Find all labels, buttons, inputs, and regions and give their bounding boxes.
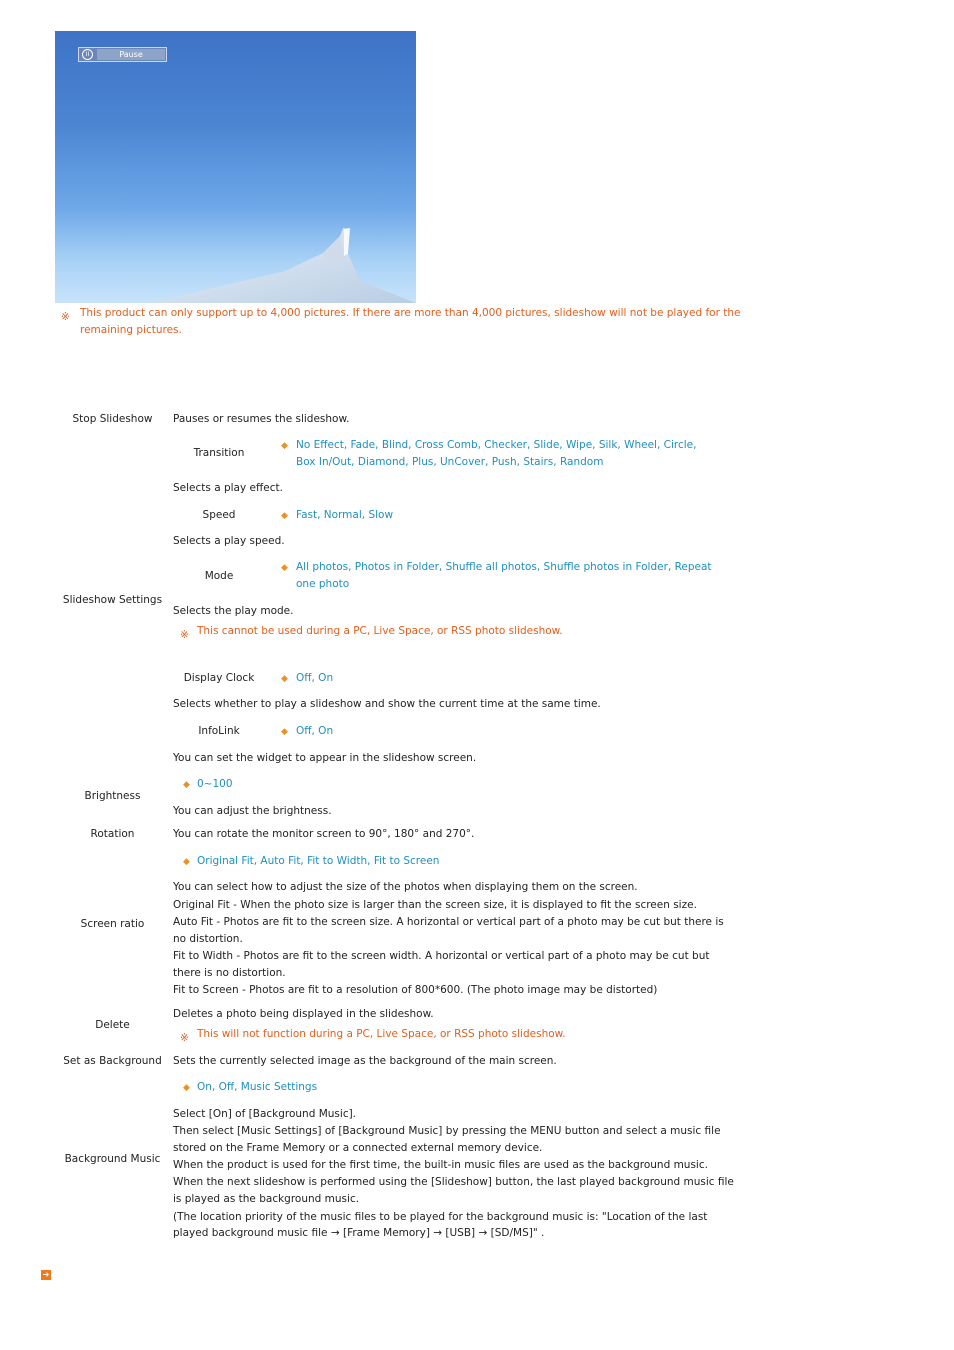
desc-background-music-3: stored on the Frame Memory or a connected external memory device. bbox=[173, 1142, 543, 1154]
desc-screen-ratio-1: You can select how to adjust the size of the photos when displaying them on the screen. bbox=[173, 881, 638, 893]
top-note-line1: This product can only support up to 4,000 pictures. If there are more than 4,000 pictures, slideshow will not be played for the bbox=[80, 307, 741, 319]
opt-transition-2: Box In/Out, Diamond, Plus, UnCover, Push, Stairs, Random bbox=[296, 456, 604, 468]
opt-screen-ratio: Original Fit, Auto Fit, Fit to Width, Fit to Screen bbox=[197, 855, 440, 867]
desc-stop-slideshow: Pauses or resumes the slideshow. bbox=[173, 413, 350, 425]
note-icon: ※ bbox=[61, 311, 70, 323]
opt-mode-2: one photo bbox=[296, 578, 350, 590]
opt-background-music: On, Off, Music Settings bbox=[197, 1081, 318, 1093]
label-delete: Delete bbox=[95, 1019, 130, 1031]
top-note-line2: remaining pictures. bbox=[80, 324, 182, 336]
label-infolink: InfoLink bbox=[198, 725, 240, 737]
desc-screen-ratio-4: no distortion. bbox=[173, 933, 243, 945]
slideshow-screenshot bbox=[55, 31, 416, 303]
desc-set-as-background: Sets the currently selected image as the background of the main screen. bbox=[173, 1055, 557, 1067]
opt-brightness: 0~100 bbox=[197, 778, 233, 790]
label-stop-slideshow: Stop Slideshow bbox=[72, 413, 153, 425]
desc-screen-ratio-7: Fit to Screen - Photos are fit to a resolution of 800*600. (The photo image may be distorted) bbox=[173, 984, 658, 996]
desc-transition: Selects a play effect. bbox=[173, 482, 283, 494]
opt-display-clock: Off, On bbox=[296, 672, 334, 684]
note-mode: This cannot be used during a PC, Live Space, or RSS photo slideshow. bbox=[197, 625, 563, 637]
desc-screen-ratio-3: Auto Fit - Photos are fit to the screen size. A horizontal or vertical part of a photo may be cut but there is bbox=[173, 916, 724, 928]
label-set-as-background: Set as Background bbox=[63, 1055, 162, 1067]
pause-indicator bbox=[78, 47, 167, 62]
opt-infolink: Off, On bbox=[296, 725, 334, 737]
pause-icon: II bbox=[82, 49, 93, 60]
arrow-right-icon[interactable]: ➔ bbox=[42, 1270, 50, 1279]
desc-infolink: You can set the widget to appear in the slideshow screen. bbox=[173, 752, 477, 764]
note-icon: ※ bbox=[180, 1032, 189, 1044]
desc-brightness: You can adjust the brightness. bbox=[173, 805, 332, 817]
desc-background-music-2: Then select [Music Settings] of [Background Music] by pressing the MENU button and select a music file bbox=[173, 1125, 721, 1137]
bullet-icon: ◆ bbox=[281, 674, 288, 684]
label-mode: Mode bbox=[204, 570, 234, 582]
desc-background-music-4: When the product is used for the first time, the built-in music files are used as the background music. bbox=[173, 1159, 708, 1171]
bullet-icon: ◆ bbox=[281, 511, 288, 521]
desc-background-music-1: Select [On] of [Background Music]. bbox=[173, 1108, 357, 1120]
label-slideshow-settings: Slideshow Settings bbox=[62, 594, 163, 606]
desc-display-clock: Selects whether to play a slideshow and show the current time at the same time. bbox=[173, 698, 601, 710]
desc-background-music-7: (The location priority of the music files to be played for the background music is: "Location of the last bbox=[173, 1211, 708, 1223]
note-icon: ※ bbox=[180, 629, 189, 641]
label-transition: Transition bbox=[193, 447, 245, 459]
desc-screen-ratio-6: there is no distortion. bbox=[173, 967, 286, 979]
desc-delete: Deletes a photo being displayed in the slideshow. bbox=[173, 1008, 434, 1020]
desc-screen-ratio-5: Fit to Width - Photos are fit to the screen width. A horizontal or vertical part of a photo may be cut but bbox=[173, 950, 710, 962]
label-screen-ratio: Screen ratio bbox=[80, 918, 145, 930]
desc-mode: Selects the play mode. bbox=[173, 605, 294, 617]
bullet-icon: ◆ bbox=[281, 727, 288, 737]
note-delete: This will not function during a PC, Live Space, or RSS photo slideshow. bbox=[197, 1028, 566, 1040]
label-background-music: Background Music bbox=[64, 1153, 161, 1165]
desc-background-music-8: played background music file → [Frame Memory] → [USB] → [SD/MS]" . bbox=[173, 1227, 545, 1239]
opt-transition-1: No Effect, Fade, Blind, Cross Comb, Checker, Slide, Wipe, Silk, Wheel, Circle, bbox=[296, 439, 697, 451]
bullet-icon: ◆ bbox=[183, 780, 190, 790]
opt-mode-1: All photos, Photos in Folder, Shuffle all photos, Shuffle photos in Folder, Repeat bbox=[296, 561, 712, 573]
label-brightness: Brightness bbox=[84, 790, 141, 802]
airplane-wing-image bbox=[55, 31, 416, 303]
label-rotation: Rotation bbox=[90, 828, 135, 840]
opt-speed: Fast, Normal, Slow bbox=[296, 509, 394, 521]
pause-label: Pause bbox=[97, 49, 165, 60]
bullet-icon: ◆ bbox=[281, 563, 288, 573]
desc-rotation: You can rotate the monitor screen to 90°, 180° and 270°. bbox=[173, 828, 475, 840]
bullet-icon: ◆ bbox=[183, 857, 190, 867]
bullet-icon: ◆ bbox=[281, 441, 288, 451]
desc-screen-ratio-2: Original Fit - When the photo size is larger than the screen size, it is displayed to fit the screen size. bbox=[173, 899, 697, 911]
desc-speed: Selects a play speed. bbox=[173, 535, 285, 547]
desc-background-music-5: When the next slideshow is performed using the [Slideshow] button, the last played background music file bbox=[173, 1176, 734, 1188]
label-speed: Speed bbox=[202, 509, 236, 521]
bullet-icon: ◆ bbox=[183, 1083, 190, 1093]
label-display-clock: Display Clock bbox=[183, 672, 255, 684]
desc-background-music-6: is played as the background music. bbox=[173, 1193, 360, 1205]
